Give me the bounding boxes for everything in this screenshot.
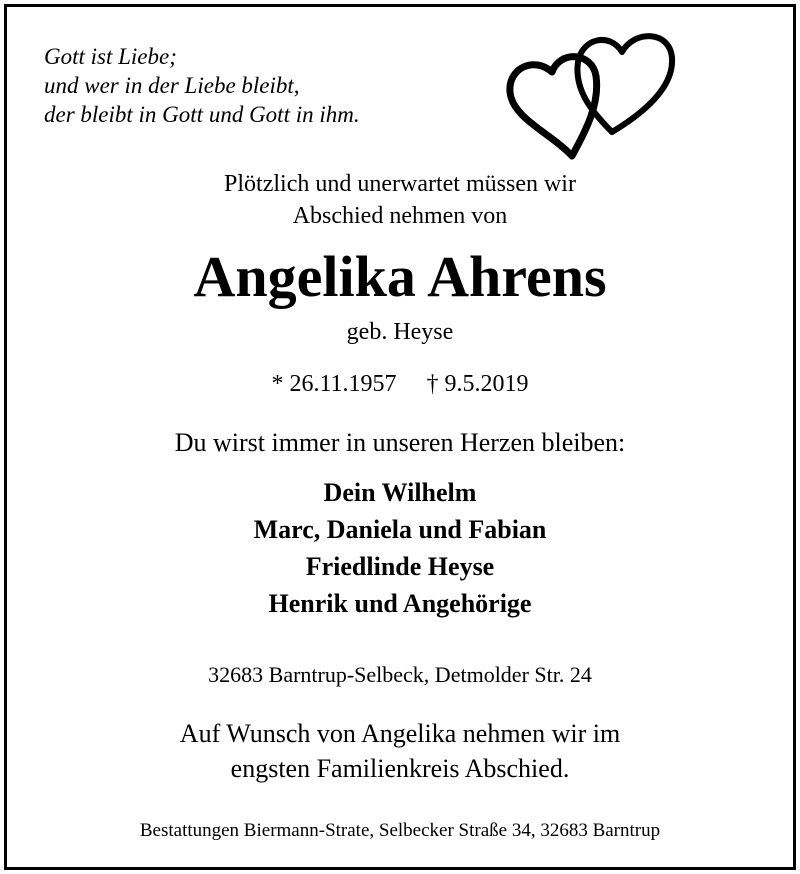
wish-line-2: engsten Familienkreis Abschied. xyxy=(230,754,570,783)
funeral-wish xyxy=(0,716,800,786)
tribute-text: Du wirst immer in unseren Herzen bleiben: xyxy=(174,428,626,457)
mourners-list xyxy=(0,474,800,622)
death-date: † 9.5.2019 xyxy=(426,371,529,397)
mourner-item: Dein Wilhelm xyxy=(323,478,477,507)
mourner-item: Henrik und Angehörige xyxy=(268,589,532,618)
family-address: 32683 Barntrup-Selbeck, Detmolder Str. 24 xyxy=(208,662,592,687)
intro-line-2: Abschied nehmen von xyxy=(292,203,508,229)
mourner-item: Marc, Daniela und Fabian xyxy=(253,515,547,544)
verse-line-2: und wer in der Liebe bleibt, xyxy=(44,73,300,98)
maiden-name: geb. Heyse xyxy=(346,319,454,345)
bible-verse xyxy=(44,42,360,129)
intro-text xyxy=(0,168,800,232)
mourner-item: Friedlinde Heyse xyxy=(305,552,495,581)
two-hearts-icon xyxy=(500,22,690,167)
intro-line-1: Plötzlich und unerwartet müssen wir xyxy=(224,171,576,197)
life-dates xyxy=(0,368,800,400)
undertaker-info: Bestattungen Biermann-Strate, Selbecker Straße 34, 32683 Barntrup xyxy=(139,820,661,841)
birth-date: * 26.11.1957 xyxy=(271,371,397,397)
verse-line-1: Gott ist Liebe; xyxy=(44,44,177,69)
left-heart-icon xyxy=(510,57,597,156)
verse-line-3: der bleibt in Gott und Gott in ihm. xyxy=(44,102,360,127)
wish-line-1: Auf Wunsch von Angelika nehmen wir im xyxy=(179,719,621,748)
deceased-name: Angelika Ahrens xyxy=(193,244,607,309)
